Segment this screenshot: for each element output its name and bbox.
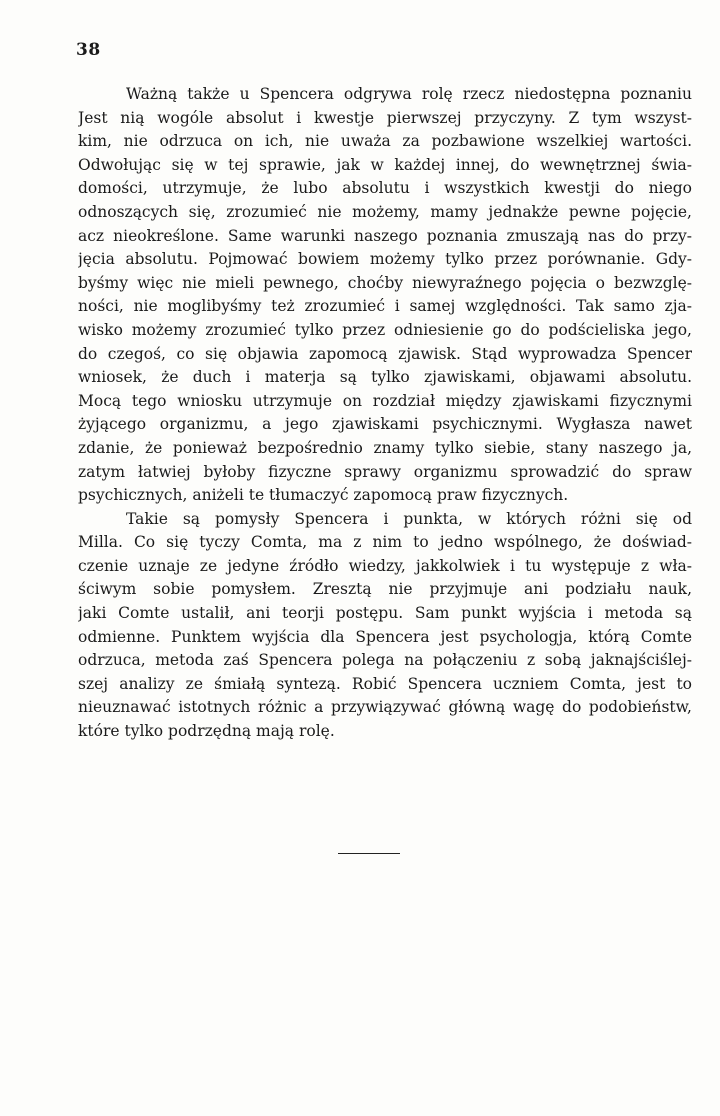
text-line: wisko możemy zrozumieć tylko przez odniesienie go do podścieliska jego, [78,320,692,339]
text-line: Mocą tego wniosku utrzymuje on rozdział między zjawiskami fizycznymi [78,391,692,410]
text-line: byśmy więc nie mieli pewnego, choćby niewyraźnego pojęcia o bezwzglę- [78,273,692,292]
text-line: odrzuca, metoda zaś Spencera polega na połączeniu z sobą jaknajściślej- [78,651,692,670]
text-line: jaki Comte ustalił, ani teorji postępu. Sam punkt wyjścia i metoda są [78,604,692,623]
body-text [78,83,692,744]
text-line: które tylko podrzędną mają rolę. [78,722,335,741]
text-line: czenie uznaje ze jedyne źródło wiedzy, jakkolwiek i tu występuje z wła- [78,556,692,575]
text-line: kim, nie odrzuca on ich, nie uważa za pozbawione wszelkiej wartości. [78,132,692,151]
text-line: Takie są pomysły Spencera i punkta, w których różni się od [126,509,692,528]
text-line: do czegoś, co się objawia zapomocą zjawisk. Stąd wyprowadza Spencer [78,344,692,363]
text-line: szej analizy ze śmiałą syntezą. Robić Spencera uczniem Comta, jest to [78,674,692,693]
text-line: domości, utrzymuje, że lubo absolutu i wszystkich kwestji do niego [78,179,692,198]
text-line: jęcia absolutu. Pojmować bowiem możemy tylko przez porównanie. Gdy- [78,250,692,269]
text-line: Jest nią wogóle absolut i kwestje pierwszej przyczyny. Z tym wszyst- [78,108,692,127]
text-line: Odwołując się w tej sprawie, jak w każdej innej, do wewnętrznej świa- [78,155,692,174]
text-line: odmienne. Punktem wyjścia dla Spencera jest psychologja, którą Comte [78,627,692,646]
section-end-rule [338,853,400,854]
text-line: ściwym sobie pomysłem. Zresztą nie przyjmuje ani podziału nauk, [78,580,692,599]
text-line: Ważną także u Spencera odgrywa rolę rzecz niedostępna poznaniu [126,85,692,103]
text-line: odnoszących się, zrozumieć nie możemy, mamy jednakże pewne pojęcie, [78,202,692,221]
text-line: żyjącego organizmu, a jego zjawiskami psychicznymi. Wygłasza nawet [78,415,692,434]
text-line: zdanie, że ponieważ bezpośrednio znamy tylko siebie, stany naszego ja, [78,438,692,457]
text-line: ności, nie moglibyśmy też zrozumieć i samej względności. Tak samo zja- [78,297,692,316]
text-line: acz nieokreślone. Same warunki naszego poznania zmuszają nas do przy- [78,226,692,245]
text-line: wniosek, że duch i materja są tylko zjawiskami, objawami absolutu. [78,368,692,387]
text-line: zatym łatwiej byłoby fizyczne sprawy organizmu sprowadzić do spraw [78,462,692,481]
text-line: Milla. Co się tyczy Comta, ma z nim to jedno wspólnego, że doświad- [78,533,692,552]
text-line: psychicznych, aniżeli te tłumaczyć zapomocą praw fizycznych. [78,486,569,505]
text-line: nieuznawać istotnych różnic a przywiązywać główną wagę do podobieństw, [78,698,692,717]
page-number: 38 [76,40,101,60]
